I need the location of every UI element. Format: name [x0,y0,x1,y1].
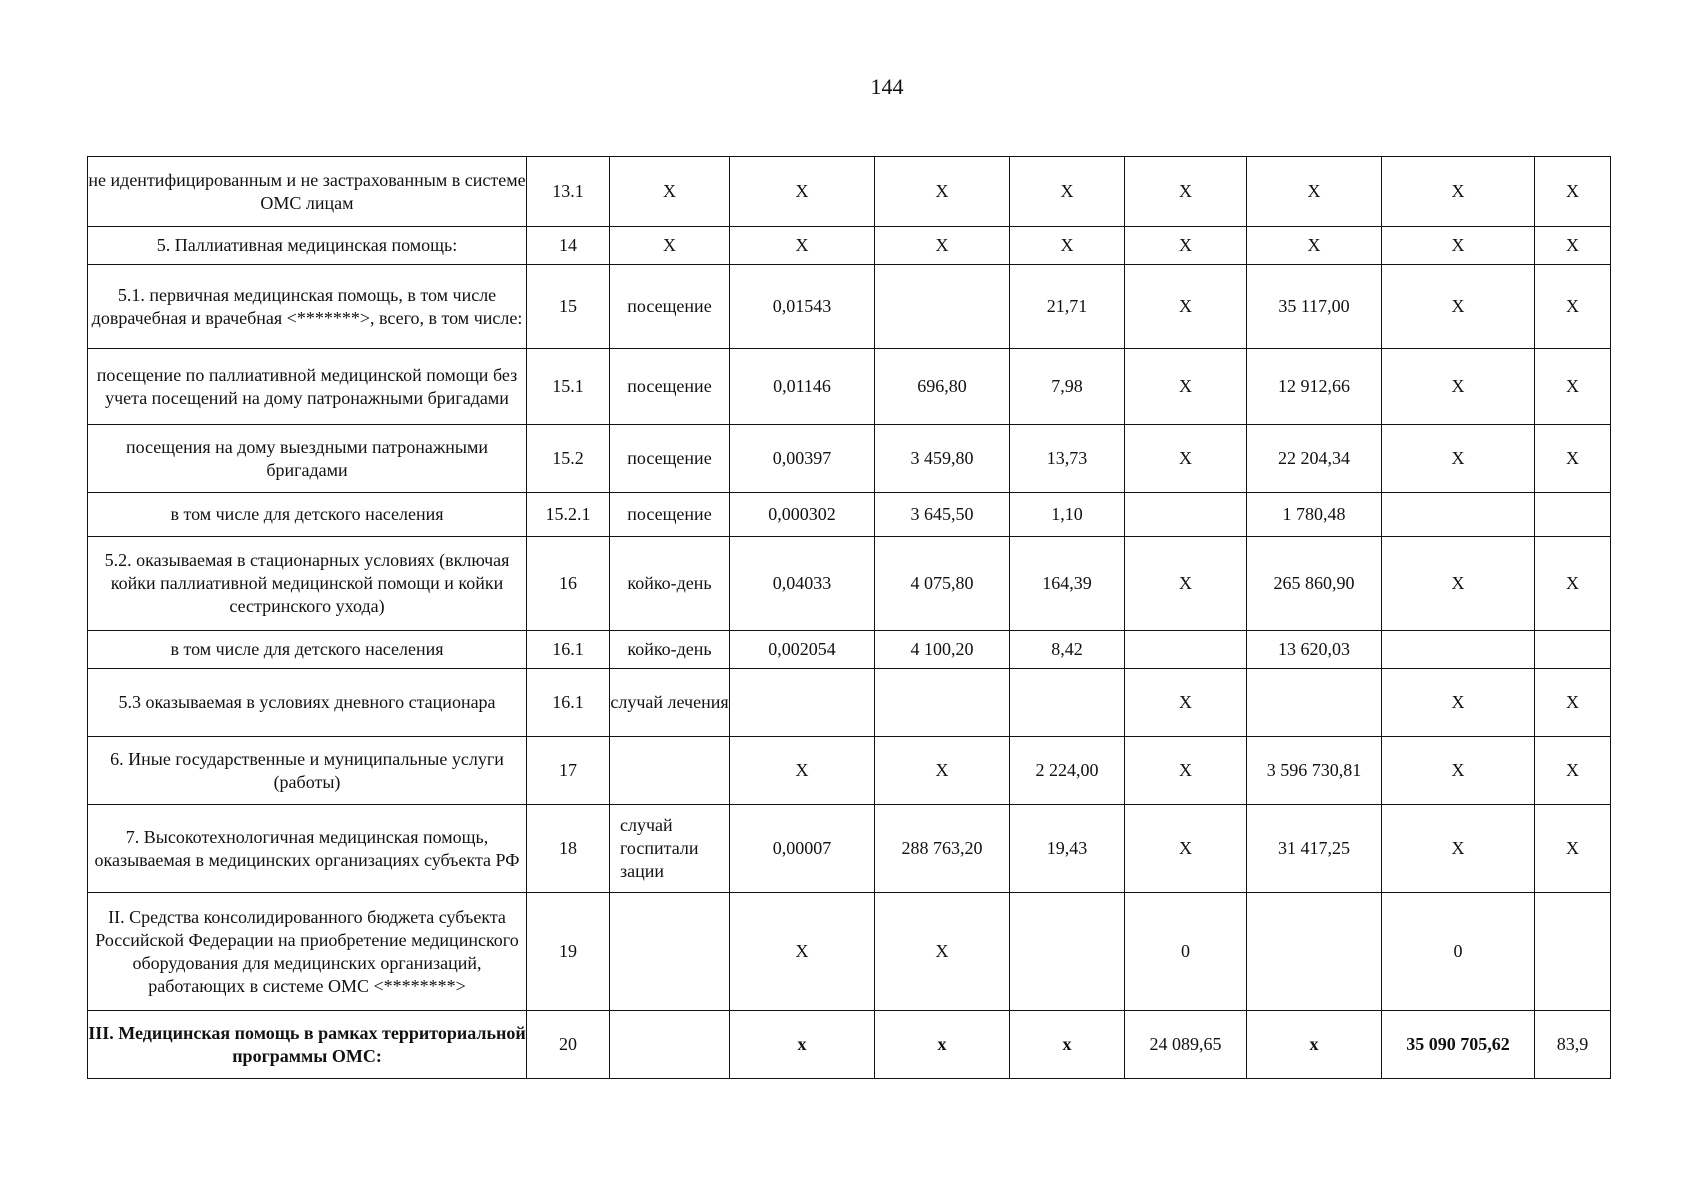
row-name: 5.3 оказываемая в условиях дневного стационара [88,669,527,737]
cell-c2: 3 459,80 [875,425,1010,493]
cell-c2: X [875,157,1010,227]
cell-c5: 31 417,25 [1247,805,1382,893]
cell-c5: 13 620,03 [1247,631,1382,669]
row-name: 5.2. оказываемая в стационарных условиях (включая койки паллиативной медицинской помощи и койки сестринского ухода) [88,537,527,631]
cell-c4: X [1125,157,1247,227]
cell-c3: 2 224,00 [1010,737,1125,805]
cell-c2: X [875,227,1010,265]
table-row [88,893,1611,1011]
row-unit: случай лечения [610,669,730,737]
row-unit [610,1011,730,1079]
cell-c1: X [730,157,875,227]
cell-c6: X [1382,227,1535,265]
row-number: 16.1 [527,669,610,737]
cell-c7: X [1535,425,1611,493]
cell-c1: 0,04033 [730,537,875,631]
cell-c6: 35 090 705,62 [1382,1011,1535,1079]
row-number: 13.1 [527,157,610,227]
cell-c7 [1535,631,1611,669]
cell-c3: 19,43 [1010,805,1125,893]
cell-c6: X [1382,537,1535,631]
cell-c3: 21,71 [1010,265,1125,349]
cell-c7 [1535,493,1611,537]
cell-c4: X [1125,227,1247,265]
row-unit [610,893,730,1011]
cell-c5: 12 912,66 [1247,349,1382,425]
cell-c4 [1125,631,1247,669]
cell-c1 [730,669,875,737]
cell-c2: 3 645,50 [875,493,1010,537]
cell-c2 [875,265,1010,349]
cell-c3: X [1010,227,1125,265]
cell-c6: X [1382,805,1535,893]
row-unit: посещение [610,425,730,493]
cell-c5: 22 204,34 [1247,425,1382,493]
cell-c3 [1010,669,1125,737]
cell-c4: 24 089,65 [1125,1011,1247,1079]
cell-c4 [1125,493,1247,537]
cell-c3: 1,10 [1010,493,1125,537]
cell-c7: X [1535,265,1611,349]
cell-c1: 0,01543 [730,265,875,349]
cell-c2: 288 763,20 [875,805,1010,893]
cell-c4: X [1125,425,1247,493]
cell-c7: 83,9 [1535,1011,1611,1079]
cell-c7: X [1535,227,1611,265]
row-unit: койко-день [610,537,730,631]
row-name: II. Средства консолидированного бюджета субъекта Российской Федерации на приобретение медицинского оборудования для медицинских организаций, работающих в системе ОМС <********> [88,893,527,1011]
cell-c5: 3 596 730,81 [1247,737,1382,805]
row-name: 5. Паллиативная медицинская помощь: [88,227,527,265]
cell-c3: x [1010,1011,1125,1079]
cell-c1: x [730,1011,875,1079]
cell-c1: 0,002054 [730,631,875,669]
cell-c4: X [1125,737,1247,805]
table-row [88,737,1611,805]
cell-c1: X [730,893,875,1011]
cell-c3 [1010,893,1125,1011]
row-unit: посещение [610,493,730,537]
table-row [88,669,1611,737]
cell-c6: X [1382,157,1535,227]
row-name: не идентифицированным и не застрахованным в системе ОМС лицам [88,157,527,227]
cell-c6: X [1382,349,1535,425]
table-row [88,227,1611,265]
cell-c2 [875,669,1010,737]
cell-c7: X [1535,349,1611,425]
cell-c3: X [1010,157,1125,227]
row-name: 7. Высокотехнологичная медицинская помощь, оказываемая в медицинских организациях субъекта РФ [88,805,527,893]
page-number: 144 [870,74,904,99]
table-row [88,157,1611,227]
cell-c5 [1247,669,1382,737]
row-name: посещения на дому выездными патронажными бригадами [88,425,527,493]
cell-c5: X [1247,227,1382,265]
cell-c1: X [730,227,875,265]
cell-c7: X [1535,537,1611,631]
cell-c5: 265 860,90 [1247,537,1382,631]
cell-c6 [1382,493,1535,537]
cell-c4: X [1125,669,1247,737]
cell-c5: X [1247,157,1382,227]
row-number: 16.1 [527,631,610,669]
row-number: 15.2 [527,425,610,493]
cell-c7 [1535,893,1611,1011]
table-row [88,265,1611,349]
row-name: в том числе для детского населения [88,493,527,537]
cell-c6: X [1382,737,1535,805]
cell-c3: 164,39 [1010,537,1125,631]
row-name: посещение по паллиативной медицинской помощи без учета посещений на дому патронажными бригадами [88,349,527,425]
cell-c2: x [875,1011,1010,1079]
row-unit: X [610,227,730,265]
row-number: 15.1 [527,349,610,425]
cell-c4: X [1125,349,1247,425]
row-number: 19 [527,893,610,1011]
cell-c3: 7,98 [1010,349,1125,425]
cell-c5: 35 117,00 [1247,265,1382,349]
cell-c1: 0,00397 [730,425,875,493]
cell-c4: X [1125,537,1247,631]
cell-c7: X [1535,669,1611,737]
row-number: 17 [527,737,610,805]
data-table [87,156,1611,1079]
row-name: 6. Иные государственные и муниципальные услуги (работы) [88,737,527,805]
row-number: 18 [527,805,610,893]
cell-c6: X [1382,265,1535,349]
table-row [88,493,1611,537]
row-name: III. Медицинская помощь в рамках территориальной программы ОМС: [88,1011,527,1079]
cell-c5: x [1247,1011,1382,1079]
row-unit: посещение [610,349,730,425]
cell-c6: 0 [1382,893,1535,1011]
row-unit: X [610,157,730,227]
row-number: 15 [527,265,610,349]
cell-c2: 4 100,20 [875,631,1010,669]
cell-c3: 8,42 [1010,631,1125,669]
cell-c6: X [1382,669,1535,737]
row-number: 15.2.1 [527,493,610,537]
cell-c2: 696,80 [875,349,1010,425]
table-row [88,631,1611,669]
cell-c7: X [1535,805,1611,893]
row-unit: посещение [610,265,730,349]
cell-c6: X [1382,425,1535,493]
cell-c2: X [875,893,1010,1011]
cell-c4: X [1125,805,1247,893]
cell-c1: 0,01146 [730,349,875,425]
cell-c5 [1247,893,1382,1011]
cell-c1: 0,000302 [730,493,875,537]
row-number: 16 [527,537,610,631]
cell-c3: 13,73 [1010,425,1125,493]
table-row [88,537,1611,631]
cell-c4: X [1125,265,1247,349]
cell-c7: X [1535,157,1611,227]
row-unit [610,737,730,805]
row-number: 14 [527,227,610,265]
cell-c2: X [875,737,1010,805]
table-row [88,425,1611,493]
cell-c5: 1 780,48 [1247,493,1382,537]
row-name: в том числе для детского населения [88,631,527,669]
table-row [88,349,1611,425]
table-row [88,805,1611,893]
row-name: 5.1. первичная медицинская помощь, в том числе доврачебная и врачебная <*******>, всего, в том числе: [88,265,527,349]
row-unit: койко-день [610,631,730,669]
row-number: 20 [527,1011,610,1079]
cell-c2: 4 075,80 [875,537,1010,631]
table-row-total [88,1011,1611,1079]
cell-c6 [1382,631,1535,669]
cell-c7: X [1535,737,1611,805]
cell-c1: 0,00007 [730,805,875,893]
cell-c1: X [730,737,875,805]
cell-c4: 0 [1125,893,1247,1011]
row-unit: случай госпитали зации [610,805,730,893]
